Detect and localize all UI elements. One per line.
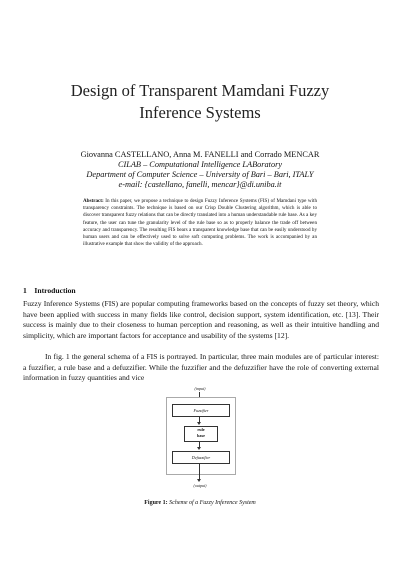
figure-diagram: [166, 386, 236, 496]
author-email: e-mail: {castellano, fanelli, mencar}@di.uniba.it: [118, 180, 282, 189]
author-lab: CILAB – Computational Intelligence LABoratory: [117, 160, 283, 169]
caption-label: Figure 1:: [144, 500, 168, 506]
title-line-2: Inference Systems: [139, 103, 261, 122]
paper-title: [40, 80, 360, 124]
abstract: [83, 198, 317, 248]
author-block: [40, 150, 360, 190]
fuzzifier-box: Fuzzifier: [172, 404, 230, 417]
title-line-1: Design of Transparent Mamdani Fuzzy: [70, 81, 330, 100]
arrow-head: [197, 479, 201, 482]
paragraph-1: Fuzzy Inference Systems (FIS) are popular computing frameworks based on the concepts of fuzzy set theory, which have been applied with success in many fields like control, decision support, system identification, etc. [13]. Their success is mainly due to their closeness to human perception and reasoning, as well as their intuitive handling and simplicity, which are important factors for acceptance and usability of the systems [12].: [23, 299, 379, 340]
caption-text: Scheme of a Fuzzy Inference System: [169, 500, 256, 506]
arrow-line: [199, 464, 200, 480]
paragraph-2: In fig. 1 the general schema of a FIS is portrayed. In particular, three main modules are of particular interest: a fuzzifier, a rule base and a defuzzifier. While the fuzzifier and the defuzzifier have the role of converting external information in fuzzy quantities and vice: [23, 352, 379, 382]
rule-base-line-2: base: [197, 433, 205, 438]
rule-base-box: [184, 426, 218, 442]
figure-input-label: (input): [194, 386, 206, 391]
arrow-head: [197, 447, 201, 450]
section-heading: [23, 286, 76, 295]
rule-base-line-1: rule: [197, 427, 205, 432]
defuzzifier-box: Defuzzifier: [172, 451, 230, 464]
arrow-head: [197, 422, 201, 425]
author-department: Department of Computer Science – University of Bari – Bari, ITALY: [86, 170, 314, 179]
section-title: Introduction: [34, 286, 76, 295]
section-number: 1: [23, 286, 27, 295]
figure-output-label: (output): [193, 483, 207, 488]
author-names: Giovanna CASTELLANO, Anna M. FANELLI and Corrado MENCAR: [80, 150, 320, 159]
figure-caption: [60, 500, 340, 506]
abstract-label: Abstract:: [83, 198, 104, 204]
abstract-text: In this paper, we propose a technique to design Fuzzy Inference Systems (FIS) of Mamdani type with transparency constraints. The technique is based on our Crisp Double Clustering algorithm, which is able to discover transparent fuzzy relations that can be directly translated into a human understandable rule base. As a key feature, the user can tune the granularity level of the rule base so as to properly balance the trade off between accuracy and transparency. The resulting FIS bears a transparent knowledge base that can be easily understood by human users and can be effectively used to solve soft computing problems. The work is accompanied by an illustrative example that show the validity of the approach.: [83, 198, 317, 248]
